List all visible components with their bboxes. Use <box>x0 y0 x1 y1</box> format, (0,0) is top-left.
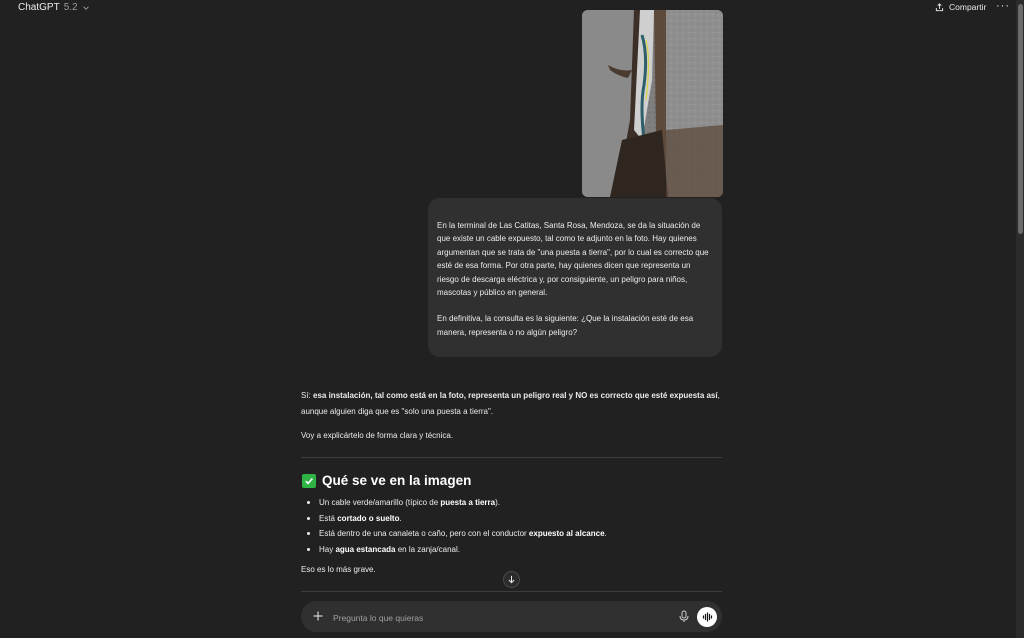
voice-mode-button[interactable] <box>697 607 717 627</box>
assistant-paragraph: Eso es lo más grave. <box>301 565 376 574</box>
check-mark-icon <box>302 474 316 488</box>
photo-image <box>582 10 723 197</box>
attached-photo[interactable] <box>582 10 723 197</box>
section-heading <box>302 473 471 488</box>
scroll-to-bottom-button[interactable] <box>503 571 520 588</box>
user-message-bubble <box>428 198 722 357</box>
assistant-paragraph: Voy a explicártelo de forma clara y técnica. <box>301 431 454 440</box>
model-selector[interactable] <box>18 2 90 13</box>
share-icon <box>935 3 944 12</box>
model-name: ChatGPT <box>18 2 60 13</box>
share-label: Compartir <box>949 2 987 12</box>
top-bar <box>0 0 1016 18</box>
list-item: Está cortado o suelto. <box>301 511 722 527</box>
user-message-paragraph: En la terminal de Las Catitas, Santa Rosa, Mendoza, se da la situación de que existe un cable expuesto, tal como te adjunto en la foto. Hay quienes argumentan que se trata de "una puesta a tierra", por lo cual es correcto que esté de esa forma. Por otra parte, hay quienes dicen que representa un riesgo de descarga eléctrica y, por consiguiente, un peligro para niños, mascotas y público en general. <box>437 221 709 298</box>
scrollbar-thumb[interactable] <box>1018 4 1023 234</box>
list-item: Un cable verde/amarillo (típico de puesta a tierra). <box>301 495 722 511</box>
microphone-icon[interactable] <box>678 610 690 623</box>
list-item: Está dentro de una canaleta o caño, pero con el conductor expuesto al alcance. <box>301 526 722 542</box>
share-button[interactable] <box>935 2 986 12</box>
chevron-down-icon <box>82 4 90 12</box>
list-item: Hay agua estancada en la zanja/canal. <box>301 542 722 558</box>
model-version: 5.2 <box>63 2 78 13</box>
voice-mode-icon <box>702 612 713 622</box>
composer <box>301 601 722 632</box>
plus-icon[interactable] <box>311 609 325 623</box>
divider <box>301 591 722 592</box>
more-options-button[interactable]: ··· <box>996 0 1010 12</box>
divider <box>301 457 722 458</box>
user-message-paragraph: En definitiva, la consulta es la siguiente: ¿Que la instalación esté de esa manera, representa o no algún peligro? <box>437 314 694 337</box>
bullet-list <box>301 495 722 557</box>
section-heading-text: Qué se ve en la imagen <box>322 473 472 488</box>
arrow-down-icon <box>507 575 516 584</box>
assistant-paragraph: Sí: esa instalación, tal como está en la foto, representa un peligro real y NO es correcto que esté expuesta así, aunque alguien diga que es "solo una puesta a tierra". <box>301 391 720 416</box>
prompt-input[interactable] <box>331 607 665 628</box>
